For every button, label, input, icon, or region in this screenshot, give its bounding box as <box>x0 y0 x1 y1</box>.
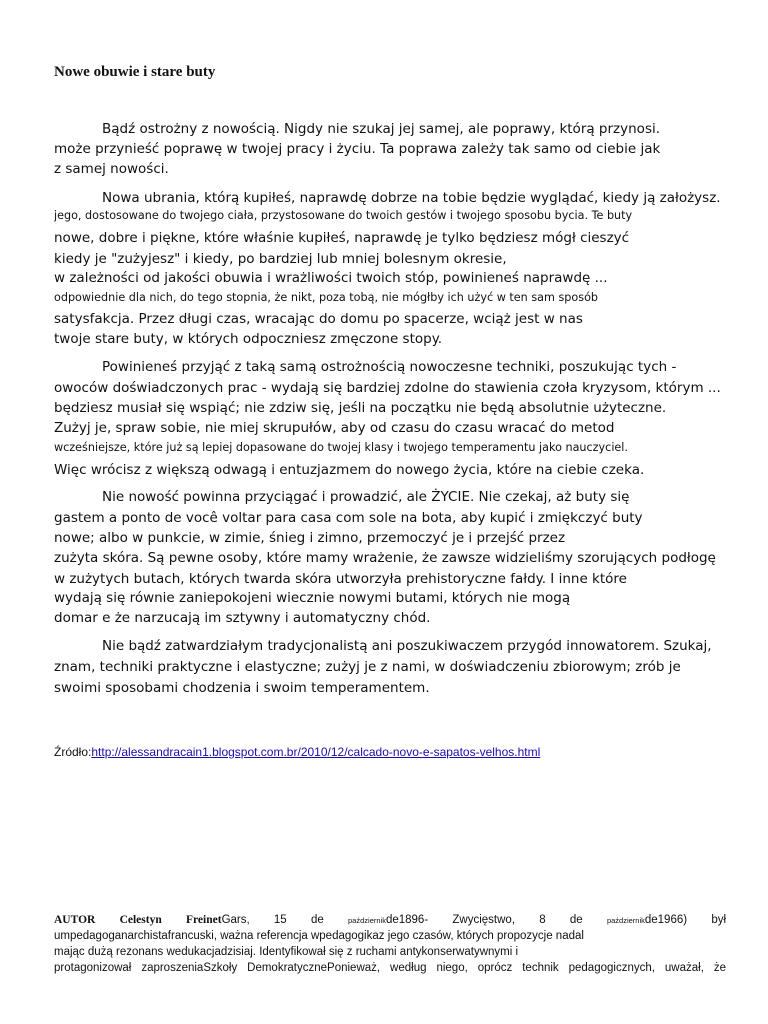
text-line: wydają się równie zaniepokojeni wiecznie nowymi butami, których nie mogą <box>54 590 571 606</box>
author-month-2: październik <box>606 916 645 925</box>
author-de: de <box>310 914 324 926</box>
text-line: owoców doświadczonych prac - wydają się bardziej zdolne do stawienia czoła kryzysom, którym ... <box>54 380 721 396</box>
text-line: Nie bądź zatwardziałym tradycjonalistą ani poszukiwaczem przygód innowatorem. Szukaj, <box>102 638 712 654</box>
author-first-name: Celestyn <box>119 914 162 926</box>
text-line: Nie nowość powinna przyciągać i prowadzić, ale ŻYCIE. Nie czekaj, aż buty się <box>102 489 630 505</box>
text-line: wcześniejsze, które już są lepiej dopasowane do twojej klasy i twojego temperamentu jako nauczyciel. <box>54 441 628 454</box>
text-line: w zużytych butach, których twarda skóra utworzyła prehistoryczne fałdy. I inne które <box>54 571 627 587</box>
author-line <box>54 912 726 928</box>
text-line: Nowa ubrania, którą kupiłeś, naprawdę dobrze na tobie będzie wyglądać, kiedy ją założysz. <box>102 190 721 206</box>
text-line: będziesz musiał się wspiąć; nie zdziw się, jeśli na początku nie będą absolutnie użyteczne. <box>54 400 667 416</box>
author-born-year: de1896- Zwycięstwo, 8 de <box>385 914 583 926</box>
author-month-1: październik <box>348 916 386 925</box>
page-title: Nowe obuwie i stare buty <box>54 64 216 80</box>
text-line: nowe; albo w punkcie, w zimie, śnieg i zimno, przemoczyć je i przejść przez <box>54 530 566 546</box>
author-born-place: Gars, 15 <box>221 914 287 926</box>
text-line: domar e że narzucają im sztywny i automatyczny chód. <box>54 610 431 626</box>
text-line: gastem a ponto de você voltar para casa com sole na bota, aby kupić i zmiękczyć buty <box>54 510 643 526</box>
text-line: Bądź ostrożny z nowością. Nigdy nie szukaj jej samej, ale poprawy, którą przynosi. <box>102 121 661 137</box>
text-line: może przynieść poprawę w twojej pracy i życiu. Ta poprawa zależy tak samo od ciebie jak <box>54 141 661 157</box>
author-byl: był <box>711 914 726 926</box>
text-line: jego, dostosowane do twojego ciała, przystosowane do twoich gestów i twojego sposobu bycia. Te buty <box>54 209 633 222</box>
text-line: twoje stare buty, w których odpoczniesz zmęczone stopy. <box>54 331 443 347</box>
source-link[interactable]: http://alessandracain1.blogspot.com.br/2010/12/calcado-novo-e-sapatos-velhos.html <box>91 745 541 759</box>
text-line: Zużyj je, spraw sobie, nie miej skrupułów, aby od czasu do czasu wracać do metod <box>54 420 615 436</box>
text-line: znam, techniki praktyczne i elastyczne; zużyj je z nami, w doświadczeniu zbiorowym; zrób je <box>54 659 681 675</box>
author-line: protagonizował zaproszeniaSzkoły DemokratycznePonieważ, według niego, oprócz technik pedagogicznych, uważał, że <box>54 962 726 974</box>
text-line: Powinieneś przyjąć z taką samą ostrożnością nowoczesne techniki, poszukując tych - <box>102 359 677 375</box>
author-name: Freinet <box>186 914 222 926</box>
source-line <box>54 745 540 759</box>
text-line: zużyta skóra. Są pewne osoby, które mamy wrażenie, że zawsze widzieliśmy szorujących podłogę <box>54 550 716 566</box>
text-line: nowe, dobre i piękne, które właśnie kupiłeś, naprawdę je tylko będziesz mógł cieszyć <box>54 230 630 246</box>
text-line: satysfakcja. Przez długi czas, wracając do domu po spacerze, wciąż jest w nas <box>54 311 583 327</box>
source-label: Źródło: <box>54 745 92 759</box>
author-died: de1966) <box>644 914 688 926</box>
text-line: swoimi sposobami chodzenia i swoim temperamentem. <box>54 680 430 696</box>
text-line: odpowiednie dla nich, do tego stopnia, że nikt, poza tobą, nie mógłby ich użyć w ten sam sposób <box>54 291 599 304</box>
text-line: z samej nowości. <box>54 161 169 177</box>
text-line: Więc wrócisz z większą odwagą i entuzjazmem do nowego życia, które na ciebie czeka. <box>54 462 645 478</box>
text-line: kiedy je "zużyjesz" i kiedy, po bardziej lub mniej bolesnym okresie, <box>54 251 507 267</box>
author-label: AUTOR <box>54 914 96 926</box>
text-line: w zależności od jakości obuwia i wrażliwości twoich stóp, powinieneś naprawdę ... <box>54 270 608 286</box>
author-line: mając dużą rezonans wedukacjadzisiaj. Identyfikował się z ruchami antykonserwatywnymi i <box>54 946 519 958</box>
author-line: umpedagoganarchistafrancuski, ważna referencja wpedagogikaz jego czasów, których propozycje nadal <box>54 930 584 942</box>
